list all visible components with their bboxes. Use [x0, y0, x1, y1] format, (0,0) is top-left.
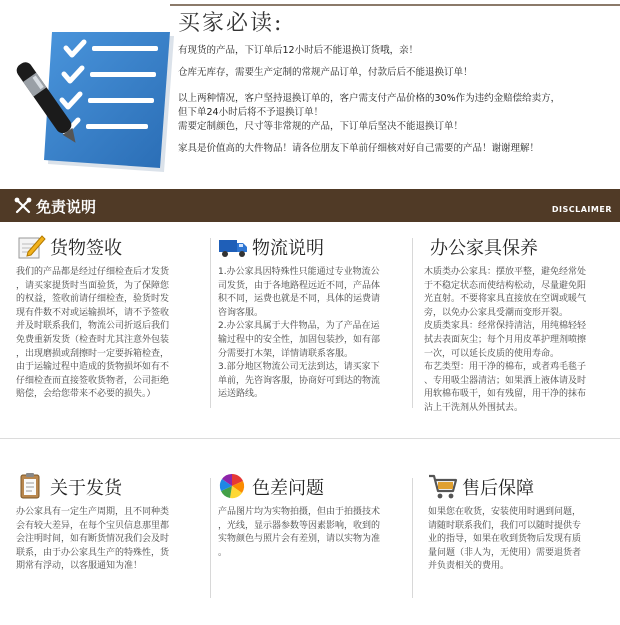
- text-line: 量问题（非人为，无使用）需要退货者: [428, 547, 582, 558]
- notice-line: 家具是价值高的大件物品！请各位朋友下单前仔细核对好自己需要的产品！谢谢理解！: [178, 143, 540, 154]
- section-title: 售后保障: [462, 478, 534, 499]
- clipboard-icon: [16, 472, 46, 500]
- text-line: 的权益，签收前请仔细检查，验货时发: [16, 294, 170, 305]
- section-color: [218, 472, 414, 560]
- section-text: [428, 506, 620, 574]
- text-line: ，出现磨损或刮擦时一定要拆箱检查，: [16, 348, 170, 359]
- text-line: 会有较大差异，在每个宝贝信息那里都: [16, 520, 170, 531]
- section-text: [424, 266, 620, 416]
- section-receipt: [16, 232, 212, 402]
- text-line: 免费重新发货（检查时尤其注意外包装: [16, 334, 170, 345]
- text-line: 于不稳定状态而使结构松动，尽量避免阳: [424, 280, 587, 291]
- text-line: 光直射。不要将家具直接放在空调或暖气: [424, 294, 587, 305]
- notice-line: 以上两种情况，客户坚持退换订单的，客户需支付产品价格的30%作为违约金赔偿给卖方，: [178, 93, 561, 104]
- text-line: 由于运输过程中造成的货物损坏如有不: [16, 362, 170, 373]
- row-divider: [0, 438, 620, 439]
- text-line: 并负责相关的费用。: [428, 561, 510, 572]
- text-line: 我们的产品都是经过仔细检查后才发货: [16, 267, 170, 277]
- section-text: [218, 266, 414, 402]
- text-line: 、专用吸尘器清洁；如果洒上液体请及时: [424, 375, 587, 386]
- disclaimer-english: DISCLAIMER: [551, 205, 612, 214]
- text-line: 产品图片均为实物拍摄，但由于拍摄技术: [218, 507, 381, 517]
- text-line: 运送路线。: [218, 389, 264, 400]
- text-line: 沾上干洗剂从外围拭去。: [424, 402, 524, 413]
- notice-body: [178, 44, 614, 156]
- text-line: 皮质类家具：经常保持清洁，用纯棉轻轻: [424, 321, 587, 332]
- text-line: 仔细检查而直接签收货物者，公司拒绝: [16, 375, 170, 386]
- section-text: [218, 506, 414, 560]
- text-line: 现有件数不对或运输损坏，请不予签收: [16, 307, 170, 318]
- text-line: 木质类办公家具：摆放平整，避免经常处: [424, 267, 587, 277]
- color-wheel-icon: [218, 472, 248, 500]
- text-line: 2.办公家具属于大件物品，为了产品在运: [218, 321, 380, 332]
- text-line: 3.部分地区物流公司无法到达，请买家下: [218, 362, 380, 373]
- column-divider: [210, 478, 211, 598]
- shopping-cart-icon: [428, 472, 458, 500]
- text-line: 如果您在收货，安装使用时遇到问题，: [428, 507, 582, 517]
- section-title: 办公家具保养: [430, 238, 538, 259]
- section-aftersale: [428, 472, 620, 574]
- text-line: 业的指导，如果在收到货物后发现有质: [428, 534, 582, 545]
- text-line: 。: [218, 547, 228, 558]
- notice-line: 需要定制颜色，尺寸等非常规的产品，下订单后坚决不能退换订单！: [178, 121, 464, 132]
- section-text: [16, 506, 212, 574]
- text-line: 司发货，由于各地路程远近不同，产品体: [218, 280, 381, 291]
- notice-line: 有现货的产品，下订单后12小时后不能退换订货哦，亲！: [178, 45, 419, 56]
- disclaimer-title: 免责说明: [36, 198, 97, 216]
- crossed-tools-icon: [14, 197, 32, 215]
- text-line: 实物颜色与照片会有差别，请以实物为准: [218, 534, 381, 545]
- disclaimer-band: [0, 189, 620, 222]
- section-title: 物流说明: [252, 238, 324, 259]
- text-line: 1.办公家具因特殊性只能通过专业物流公: [218, 267, 380, 277]
- section-title: 货物签收: [50, 238, 122, 259]
- section-shipping: [16, 472, 212, 574]
- text-line: 联系，由于办公家具生产的特殊性，货: [16, 547, 170, 558]
- text-line: ，请买家提货时当面验货，为了保障您: [16, 280, 170, 291]
- checklist-pen-icon: [4, 30, 176, 178]
- section-text: [16, 266, 212, 402]
- text-line: 并及时联系我们，物流公司折返后我们: [16, 321, 170, 332]
- text-line: 单前，先咨询客服，协商好可到达的物流: [218, 375, 381, 386]
- truck-icon: [218, 232, 248, 260]
- text-line: ，光线，显示器参数等因素影响，收到的: [218, 520, 381, 531]
- text-line: 赔偿，会给您带来不必要的损失。）: [16, 389, 156, 400]
- text-line: 分需要打木架，详情请联系客服。: [218, 348, 354, 359]
- section-title: 关于发货: [50, 478, 122, 499]
- text-line: 积不同，运费也就是不同，具体的运费请: [218, 294, 381, 305]
- column-divider: [412, 238, 413, 408]
- text-line: 会注明时间，如有断货情况我们会及时: [16, 534, 170, 545]
- section-maintenance: [424, 232, 620, 416]
- notice-line: 仓库无库存，需要生产定制的常规产品订单，付款后后不能退换订单！: [178, 67, 473, 78]
- text-line: 请随时联系我们，我们可以随时提供专: [428, 520, 582, 531]
- notice-title: 买家必读:: [178, 11, 284, 36]
- text-line: 咨询客服。: [218, 307, 264, 318]
- column-divider: [210, 238, 211, 408]
- text-line: 一次，可以延长皮质的使用寿命。: [424, 348, 560, 359]
- text-line: 旁，以免办公家具受潮而变形开裂。: [424, 307, 569, 318]
- column-divider: [412, 478, 413, 598]
- text-line: 布艺类型：用干净的棉布，或者鸡毛毯子: [424, 362, 587, 373]
- text-line: 用软棉布吸干，如有残留，用干净的抹布: [424, 389, 587, 400]
- pencil-note-icon: [16, 232, 46, 260]
- notice-line: 但下单24小时后将不予退换订单！: [178, 107, 324, 118]
- text-line: 拭去表面灰尘；每个月用皮革护理剂喷擦: [424, 334, 587, 345]
- text-line: 期常有浮动，以客服通知为准！: [16, 561, 143, 572]
- section-title: 色差问题: [252, 478, 324, 499]
- text-line: 输过程中的安全性，加固包装抄，如有部: [218, 334, 381, 345]
- text-line: 办公家具有一定生产周期，且不同种类: [16, 507, 170, 517]
- section-logistics: [218, 232, 414, 402]
